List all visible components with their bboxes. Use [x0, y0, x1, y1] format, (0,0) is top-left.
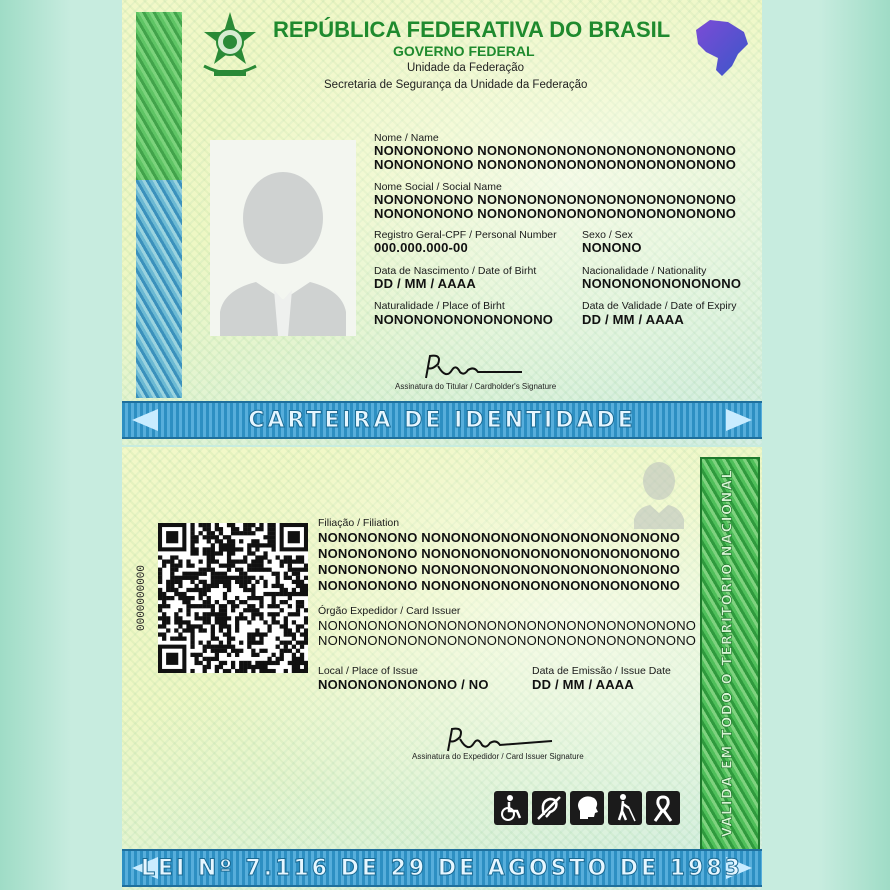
wheelchair-icon: [494, 791, 528, 825]
holder-photo-placeholder: [210, 140, 356, 336]
validity-text: VÁLIDA EM TODO O TERRITÓRIO NACIONAL: [720, 468, 736, 838]
sex-value: NONONO: [582, 240, 642, 255]
qr-code: [158, 523, 308, 673]
security-strip-blue: [136, 180, 182, 398]
law-banner: [122, 849, 762, 887]
name-value-line1: NONONONONO NONONONONONONONONONONONONO: [374, 143, 737, 158]
holder-signature-icon: [418, 352, 528, 382]
holder-signature-label: Assinatura do Titular / Cardholder's Signature: [395, 382, 557, 391]
name-label: Nome / Name: [374, 132, 439, 144]
ghost-photo-placeholder: [630, 453, 688, 529]
card-title: CARTEIRA DE IDENTIDADE: [248, 408, 636, 433]
security-department: Secretaria de Segurança da Unidade da Federação: [324, 79, 588, 91]
birthplace-value: NONONONONONONONONO: [374, 312, 554, 327]
issue-date-value: DD / MM / AAAA: [532, 677, 634, 692]
filiation-line: NONONONONO NONONONONONONONONONONONONO: [318, 546, 681, 561]
nationality-label: Nacionalidade / Nationality: [582, 265, 707, 277]
birth-date-value: DD / MM / AAAA: [374, 276, 476, 291]
birthplace-label: Naturalidade / Place of Birht: [374, 300, 505, 312]
awareness-ribbon-icon: [646, 791, 680, 825]
expiry-label: Data de Validade / Date of Expiry: [582, 300, 737, 312]
social-name-value-line1: NONONONONO NONONONONONONONONONONONONO: [374, 192, 737, 207]
head-profile-icon: [570, 791, 604, 825]
hearing-impaired-icon: [532, 791, 566, 825]
nationality-value: NONONONONONONONO: [582, 276, 742, 291]
card-title-banner: [122, 401, 762, 439]
social-name-label: Nome Social / Social Name: [374, 181, 502, 193]
expiry-value: DD / MM / AAAA: [582, 312, 684, 327]
filiation-line: NONONONONO NONONONONONONONONONONONONO: [318, 578, 681, 593]
issuer-signature-label: Assinatura do Expedidor / Card Issuer Signature: [412, 752, 584, 761]
issue-date-label: Data de Emissão / Issue Date: [532, 665, 671, 677]
country-title: REPÚBLICA FEDERATIVA DO BRASIL: [273, 17, 671, 42]
federation-unit: Unidade da Federação: [407, 62, 524, 74]
id-card-front: [122, 0, 762, 445]
filiation-line: NONONONONO NONONONONONONONONONONONONO: [318, 530, 681, 545]
brazil-map-icon: [688, 14, 752, 80]
issuer-label: Órgão Expedidor / Card Issuer: [318, 605, 461, 617]
social-name-value-line2: NONONONONO NONONONONONONONONONONONONO: [374, 206, 737, 221]
birth-date-label: Data de Nascimento / Date of Birht: [374, 265, 537, 277]
serial-number: 0000000000: [136, 564, 148, 632]
place-of-issue-value: NONONONONONONO / NO: [318, 677, 489, 692]
law-reference: LEI Nº 7.116 DE 29 DE AGOSTO DE 1983: [141, 856, 743, 881]
name-value-line2: NONONONONO NONONONONONONONONONONONONO: [374, 157, 737, 172]
cpf-value: 000.000.000-00: [374, 240, 468, 255]
sex-label: Sexo / Sex: [582, 229, 633, 241]
filiation-line: NONONONONO NONONONONONONONONONONONONO: [318, 562, 681, 577]
id-card-back: [122, 447, 762, 890]
issuer-value-line2: NONONONONONONONONONONONONONONONONONONO: [318, 633, 697, 648]
cpf-label: Registro Geral-CPF / Personal Number: [374, 229, 557, 241]
filiation-label: Filiação / Filiation: [318, 517, 400, 529]
government-title: GOVERNO FEDERAL: [393, 43, 535, 59]
issuer-value-line1: NONONONONONONONONONONONONONONONONONONO: [318, 618, 697, 633]
place-of-issue-label: Local / Place of Issue: [318, 665, 418, 677]
blind-cane-icon: [608, 791, 642, 825]
coat-of-arms-icon: [194, 10, 266, 82]
issuer-signature-icon: [440, 725, 560, 755]
